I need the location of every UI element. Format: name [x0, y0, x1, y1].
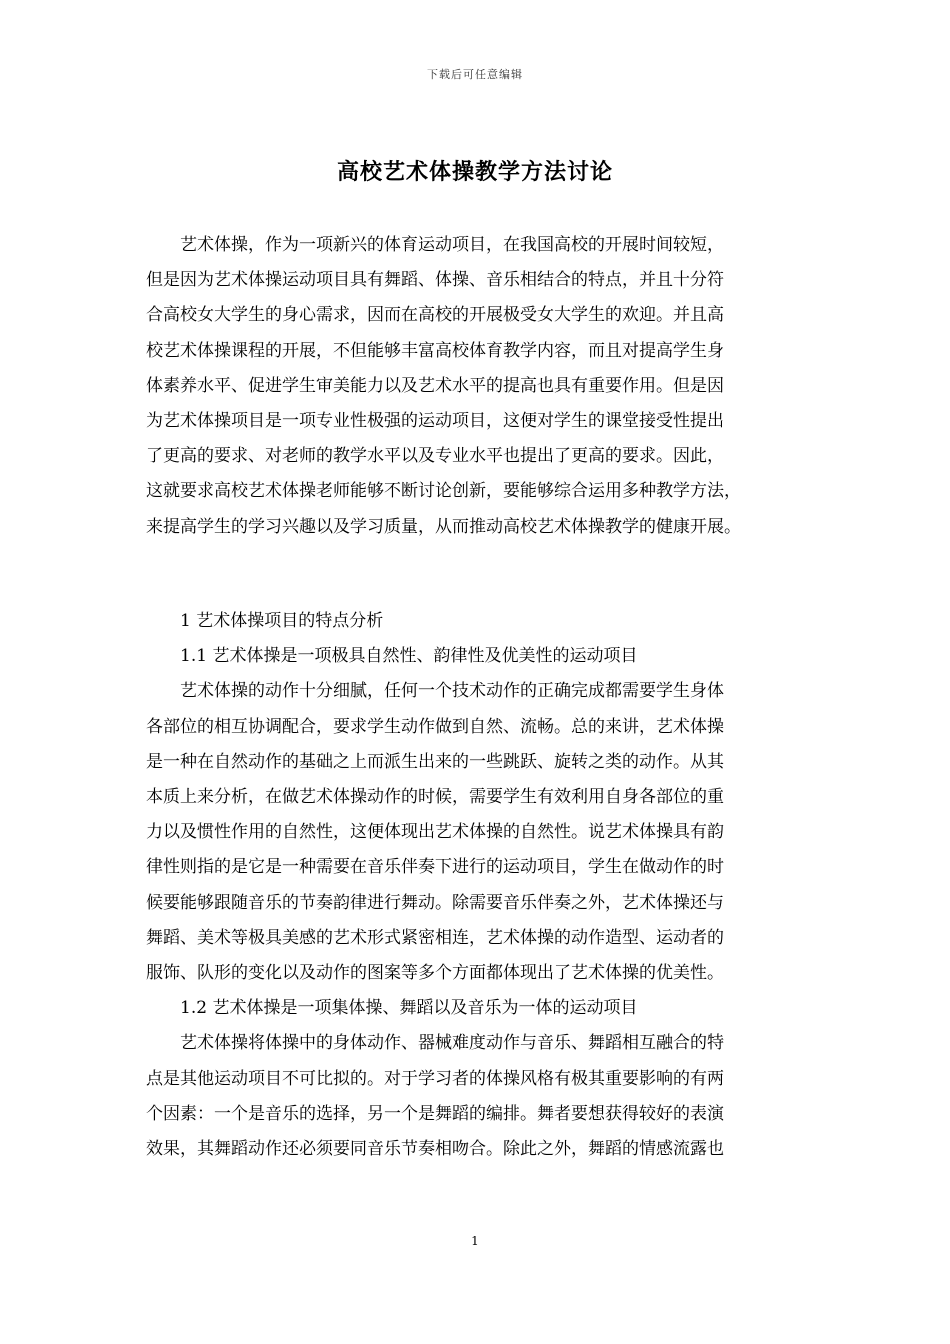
header-note: 下载后可任意编辑 — [427, 68, 523, 81]
intro-paragraph: 艺术体操，作为一项新兴的体育运动项目，在我国高校的开展时间较短， 但是因为艺术体操运动项目具有舞蹈、体操、音乐相结合的特点，并且十分符 合高校女大学生的身心需求，因而在高校的开展极受女大学生的欢迎。并且高 校艺术体操课程的开展，不但能够丰富高校体育教学内容，而且对提高学生身 体素养水平、促进学生审美能力以及艺术水平的提高也具有重要作用。但是因 为艺术体操项目是一项专业性极强的运动项目，这便对学生的课堂接受性提出 了更高的要求、对老师的教学水平以及专业水平也提出了更高的要求。因此， 这就要求高校艺术体操老师能够不断讨论创新，要能够综合运用多种教学方法， 来提高学生的学习兴趣以及学习质量，从而推动高校艺术体操教学的健康开展。 — [146, 235, 741, 537]
section-1-1-paragraph: 艺术体操的动作十分细腻，任何一个技术动作的正确完成都需要学生身体 各部位的相互协调配合，要求学生动作做到自然、流畅。总的来讲，艺术体操 是一种在自然动作的基础之上而派生出来的一些跳跃、旋转之类的动作。从其 本质上来分析，在做艺术体操动作的时候，需要学生有效利用自身各部位的重 力以及惯性作用的自然性，这便体现出艺术体操的自然性。说艺术体操具有韵 律性则指的是它是一种需要在音乐伴奏下进行的运动项目，学生在做动作的时 候要能够跟随音乐的节奏韵律进行舞动。除需要音乐伴奏之外，艺术体操还与 舞蹈、美术等极具美感的艺术形式紧密相连，艺术体操的动作造型、运动者的 服饰、队形的变化以及动作的图案等多个方面都体现出了艺术体操的优美性。 — [146, 681, 724, 984]
section-1-2-paragraph: 艺术体操将体操中的身体动作、器械难度动作与音乐、舞蹈相互融合的特 点是其他运动项目不可比拟的。对于学习者的体操风格有极其重要影响的有两 个因素：一个是音乐的选择，另一个是舞蹈的编排。舞者要想获得较好的表演 效果，其舞蹈动作还必须要同音乐节奏相吻合。除此之外，舞蹈的情感流露也 — [146, 1033, 724, 1160]
document-title: 高校艺术体操教学方法讨论 — [336, 159, 613, 185]
section-1-2-heading: 1.2 艺术体操是一项集体操、舞蹈以及音乐为一体的运动项目 — [180, 998, 638, 1019]
page-number: 1 — [471, 1234, 479, 1248]
section-1 — [146, 604, 816, 1167]
intro-section — [146, 228, 816, 545]
section-1-1-heading: 1.1 艺术体操是一项极具自然性、韵律性及优美性的运动项目 — [180, 646, 638, 667]
section-1-heading: 1 艺术体操项目的特点分析 — [180, 611, 384, 631]
